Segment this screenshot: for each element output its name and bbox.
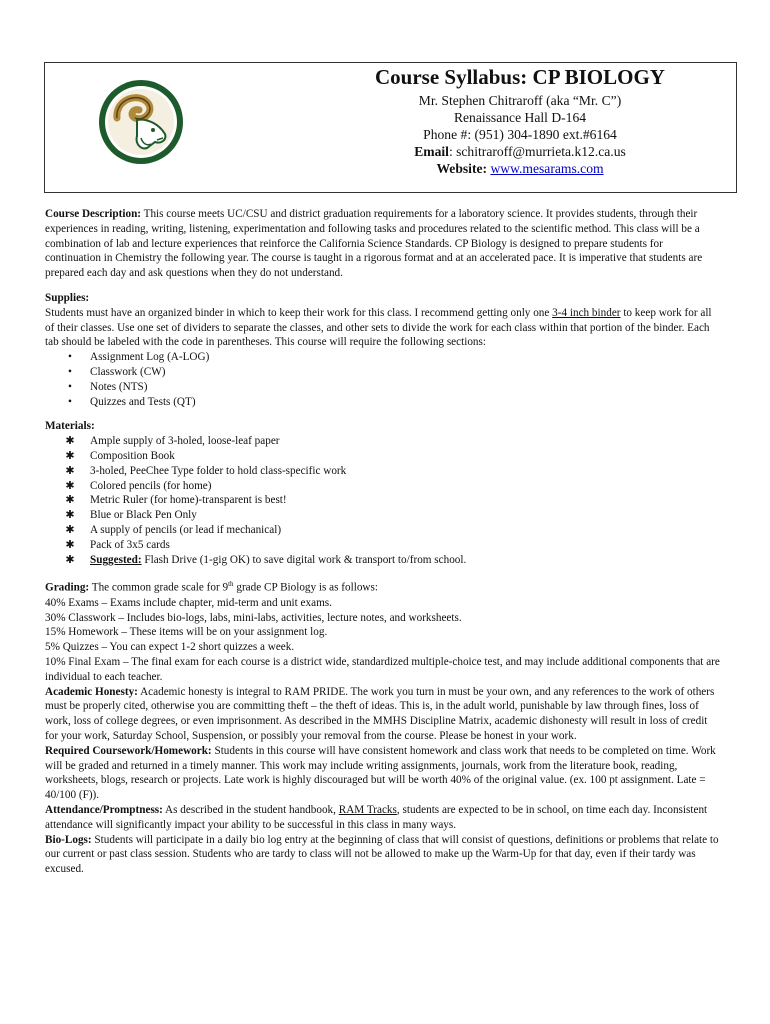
coursework-text: Students in this course will have consistent homework and class work that needs to be completed on time. Work will be graded and returned in a timely manner. This work may include writing assignments, journals, work from the literature book, reading, worksheets, blogs, research or projects. Late work is highly discouraged but will be worth 40% of the original value. (ex. 100 pt assignment. Late = 40/100 (F)).	[45, 744, 716, 802]
supplies-text-after: to keep work for all of their classes. Use one set of dividers to separate the classes, and other sets to divide the work for each class within that portion of the binder. Each tab should be labeled with the code in parentheses. This course will require the following sections:	[45, 306, 712, 349]
suggested-label: Suggested:	[90, 553, 142, 566]
biologs-label: Bio-Logs:	[45, 833, 92, 846]
binder-size: 3-4 inch binder	[552, 306, 621, 319]
supplies-label: Supplies:	[45, 291, 90, 304]
coursework-label: Required Coursework/Homework:	[45, 744, 212, 757]
supplies-text-before: Students must have an organized binder in which to keep their work for this class. I recommend getting only one	[45, 306, 553, 319]
honesty-text: Academic honesty is integral to RAM PRIDE. The work you turn in must be your own, and any references to the work of others must be properly cited, otherwise you are committing theft – the theft of ideas. This is, in the adult world, punishable by law through fines, loss of work, loss of college degrees, or even imprisonment. As described in the MMHS Discipline Matrix, academic dishonesty will result in loss of credit for your work, Saturday School, Suspension, or possibly your removal from the course. Please be honest in your work.	[45, 685, 715, 743]
website-link[interactable]: www.mesarams.com	[490, 161, 604, 176]
list-item: ✱ Ample supply of 3-holed, loose-leaf paper	[65, 435, 280, 448]
course-description	[45, 207, 720, 281]
materials-label: Materials:	[45, 420, 95, 433]
materials-section	[45, 419, 720, 567]
room-number: Renaissance Hall D-164	[453, 110, 587, 125]
grading-line: 30% Classwork – Includes bio-logs, labs, mini-labs, activities, lecture notes, and worksheets.	[45, 611, 462, 624]
grading-line: 5% Quizzes – You can expect 1-2 short quizzes a week.	[45, 641, 295, 654]
supplies-section	[45, 291, 720, 409]
grading-intro: Grading: The common grade scale for 9th grade CP Biology is as follows:	[45, 580, 378, 595]
list-item: ✱ Metric Ruler (for home)-transparent is best!	[65, 494, 287, 507]
suggested-text: Flash Drive (1-gig OK) to save digital work & transport to/from school.	[141, 553, 467, 566]
course-title: Course Syllabus: CP BIOLOGY	[375, 65, 665, 89]
list-item: ✱ Colored pencils (for home)	[65, 479, 212, 492]
grading-line: 10% Final Exam – The final exam for each course is a district wide, standardized multiple-choice test, and may include additional components that are individual to each teacher.	[45, 656, 720, 683]
bio-logs	[45, 833, 720, 877]
academic-honesty	[45, 685, 720, 744]
description-text: This course meets UC/CSU and district graduation requirements for a laboratory science. It provides students, through their experiences in reading, writing, listening, experimentation and following tasks and procedures related to the scientific method. This class will be a combination of lab and lecture experiences that reinforce the California Science Standards. CP Biology is designed to prepare students for continuation in Chemistry the following year. The course is taught in a rigorous format and at an accelerated pace. It is imperative that students are prepared each day and ask questions when they do not understand.	[45, 208, 703, 280]
phone-number: Phone #: (951) 304-1890 ext.#6164	[423, 127, 617, 142]
teacher-name: Mr. Stephen Chitraroff (aka “Mr. C”)	[418, 93, 622, 108]
biologs-text: Students will participate in a daily bio log entry at the beginning of class that will consist of questions, definitions or problems that relate to our current or past class session. Students who are tardy to class will not be allowed to make up the Warm-Up for that day, even if their tardy was excused.	[45, 833, 719, 876]
attendance-label: Attendance/Promptness:	[45, 804, 163, 817]
description-label: Course Description:	[45, 208, 142, 220]
syllabus-body	[45, 207, 720, 877]
grading-line: 40% Exams – Exams include chapter, mid-term and unit exams.	[45, 596, 332, 609]
honesty-label: Academic Honesty:	[45, 685, 138, 698]
email-label: Email	[414, 144, 449, 159]
grading-section	[45, 577, 720, 684]
list-item: ✱ A supply of pencils (or lead if mechanical)	[65, 523, 282, 536]
website-line	[325, 161, 715, 177]
website-label: Website:	[436, 161, 488, 176]
list-item: ✱ Blue or Black Pen Only	[65, 509, 197, 522]
list-item: ✱ Suggested: Flash Drive (1-gig OK) to save digital work & transport to/from school.	[65, 553, 467, 566]
grading-label: Grading:	[45, 582, 90, 595]
list-item: ✱ 3-holed, PeeChee Type folder to hold class-specific work	[65, 464, 347, 477]
list-item: ✱ Composition Book	[65, 449, 175, 462]
attendance: Attendance/Promptness: As described in the student handbook, RAM Tracks, students are expected to be in school, on time each day. Inconsistent attendance will significantly impact your ability to be successful in this class in many ways.	[45, 804, 708, 831]
email-value: : schitraroff@murrieta.k12.ca.us	[448, 144, 626, 159]
ram-logo-icon	[97, 78, 185, 166]
materials-list	[45, 434, 720, 567]
syllabus-header	[44, 62, 737, 193]
list-item: • Classwork (CW)	[68, 365, 166, 378]
list-item: • Notes (NTS)	[68, 380, 148, 393]
list-item: • Assignment Log (A-LOG)	[68, 351, 210, 364]
required-coursework	[45, 744, 720, 803]
supplies-list	[45, 350, 720, 409]
supplies-text	[45, 306, 720, 350]
list-item: ✱ Pack of 3x5 cards	[65, 538, 170, 551]
email-line	[325, 144, 715, 160]
ram-tracks: RAM Tracks	[338, 804, 397, 817]
list-item: • Quizzes and Tests (QT)	[68, 395, 196, 408]
grading-line: 15% Homework – These items will be on your assignment log.	[45, 626, 328, 639]
